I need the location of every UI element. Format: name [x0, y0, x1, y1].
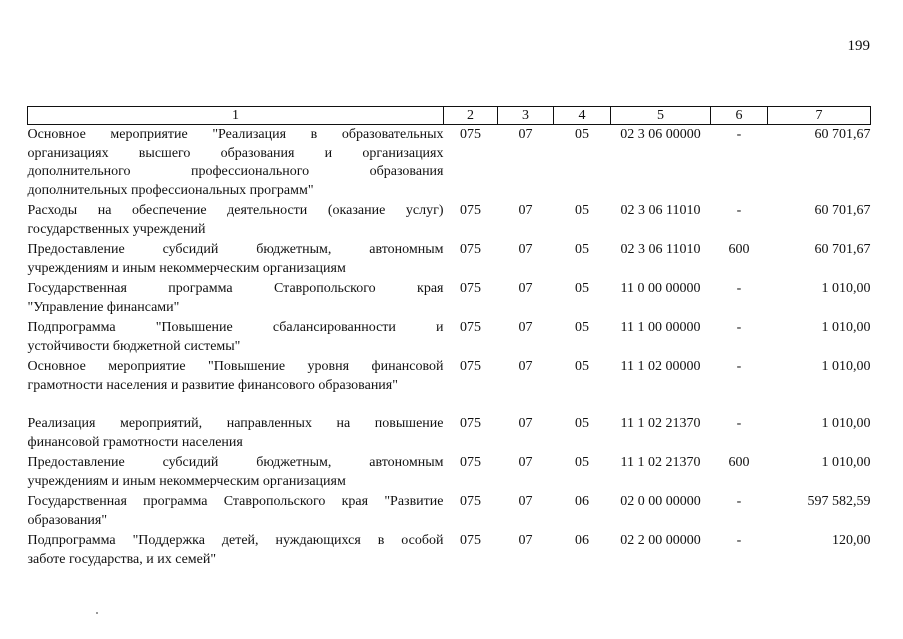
section-code-cell: 07 — [518, 455, 533, 470]
target-article-cell: 02 3 06 00000 — [620, 127, 701, 142]
column-header: 4 — [554, 107, 611, 125]
subsection-code-cell: 05 — [575, 416, 589, 431]
subsection-code-cell: 05 — [575, 127, 589, 142]
expense-type-cell: - — [736, 320, 742, 335]
section-code-cell: 07 — [518, 494, 533, 509]
budget-table — [27, 106, 871, 570]
section-code-cell: 07 — [518, 203, 533, 218]
item-name-line: "Управление финансами" — [27, 299, 180, 315]
table-row — [28, 414, 871, 453]
subsection-code-cell: 06 — [575, 533, 589, 548]
item-name-cell — [28, 279, 444, 318]
expense-type-cell: - — [736, 494, 742, 509]
section-code-cell: 07 — [518, 359, 533, 374]
ministry-code-cell: 075 — [460, 320, 481, 335]
section-code-cell: 07 — [518, 242, 533, 257]
item-name-cell — [28, 453, 444, 492]
ministry-code-cell: 075 — [460, 533, 481, 548]
table-row — [28, 531, 871, 570]
section-code-cell: 07 — [518, 127, 533, 142]
amount-cell: 60 701,67 — [814, 242, 871, 257]
item-name-line: Подпрограмма "Повышение сбалансированности и — [27, 320, 444, 335]
scan-speck — [96, 612, 98, 614]
amount-cell: 1 010,00 — [821, 281, 871, 296]
column-header: 6 — [711, 107, 768, 125]
amount-cell: 597 582,59 — [807, 494, 871, 509]
table-row — [28, 357, 871, 396]
target-article-cell: 11 1 02 21370 — [620, 416, 701, 431]
table-row — [28, 201, 871, 240]
item-name-cell — [28, 492, 444, 531]
item-name-line: Подпрограмма "Поддержка детей, нуждающихся в особой — [27, 533, 444, 548]
section-code-cell: 07 — [518, 533, 533, 548]
table-row — [28, 125, 871, 202]
section-code-cell: 07 — [518, 281, 533, 296]
subsection-code-cell: 06 — [575, 494, 589, 509]
expense-type-cell: 600 — [728, 242, 750, 257]
amount-cell: 1 010,00 — [821, 416, 871, 431]
table-row — [28, 453, 871, 492]
section-code-cell: 07 — [518, 416, 533, 431]
item-name-line: Предоставление субсидий бюджетным, автономным — [27, 455, 444, 470]
table-header-row — [28, 107, 871, 125]
item-name-cell — [28, 357, 444, 396]
ministry-code-cell: 075 — [460, 242, 481, 257]
item-name-cell — [28, 414, 444, 453]
ministry-code-cell: 075 — [460, 416, 481, 431]
amount-cell: 1 010,00 — [821, 455, 871, 470]
column-header: 5 — [611, 107, 711, 125]
item-name-line: Основное мероприятие "Реализация в образовательных — [27, 127, 444, 142]
item-name-cell — [28, 318, 444, 357]
table-row — [28, 279, 871, 318]
target-article-cell: 11 1 00 00000 — [620, 320, 701, 335]
item-name-line: устойчивости бюджетной системы" — [27, 338, 241, 354]
item-name-line: дополнительного профессионального образования — [27, 164, 444, 179]
expense-type-cell: - — [736, 533, 742, 548]
target-article-cell: 02 3 06 11010 — [620, 242, 701, 257]
amount-cell: 120,00 — [832, 533, 871, 548]
expense-type-cell: - — [736, 359, 742, 374]
item-name-cell — [28, 531, 444, 570]
amount-cell: 60 701,67 — [814, 203, 871, 218]
item-name-line: Расходы на обеспечение деятельности (оказание услуг) — [27, 203, 444, 218]
amount-cell: 1 010,00 — [821, 320, 871, 335]
item-name-cell — [28, 201, 444, 240]
ministry-code-cell: 075 — [460, 359, 481, 374]
table-row — [28, 492, 871, 531]
item-name-line: образования" — [27, 512, 108, 528]
target-article-cell: 02 3 06 11010 — [620, 203, 701, 218]
spacer-row — [28, 396, 871, 414]
item-name-line: грамотности населения и развитие финансового образования" — [27, 377, 398, 393]
column-header: 1 — [28, 107, 444, 125]
ministry-code-cell: 075 — [460, 455, 481, 470]
item-name-line: Государственная программа Ставропольского края — [27, 281, 444, 296]
item-name-line: Реализация мероприятий, направленных на повышение — [27, 416, 444, 431]
item-name-line: Основное мероприятие "Повышение уровня финансовой — [27, 359, 444, 374]
expense-type-cell: 600 — [728, 455, 750, 470]
item-name-line: учреждениям и иным некоммерческим организациям — [27, 260, 346, 276]
table-row — [28, 240, 871, 279]
expense-type-cell: - — [736, 281, 742, 296]
ministry-code-cell: 075 — [460, 127, 481, 142]
target-article-cell: 11 0 00 00000 — [620, 281, 701, 296]
item-name-line: государственных учреждений — [27, 221, 206, 237]
subsection-code-cell: 05 — [575, 320, 589, 335]
spacer-cell — [28, 396, 871, 414]
ministry-code-cell: 075 — [460, 494, 481, 509]
item-name-cell — [28, 240, 444, 279]
item-name-line: финансовой грамотности населения — [27, 434, 243, 450]
target-article-cell: 02 2 00 00000 — [620, 533, 701, 548]
subsection-code-cell: 05 — [575, 203, 589, 218]
item-name-line: Государственная программа Ставропольского края "Развитие — [27, 494, 444, 509]
expense-type-cell: - — [736, 416, 742, 431]
target-article-cell: 02 0 00 00000 — [620, 494, 701, 509]
ministry-code-cell: 075 — [460, 203, 481, 218]
expense-type-cell: - — [736, 127, 742, 142]
page-number: 199 — [847, 38, 870, 54]
subsection-code-cell: 05 — [575, 455, 589, 470]
item-name-line: организациях высшего образования и организациях — [27, 145, 444, 161]
target-article-cell: 11 1 02 21370 — [620, 455, 701, 470]
target-article-cell: 11 1 02 00000 — [620, 359, 701, 374]
section-code-cell: 07 — [518, 320, 533, 335]
ministry-code-cell: 075 — [460, 281, 481, 296]
expense-type-cell: - — [736, 203, 742, 218]
subsection-code-cell: 05 — [575, 281, 589, 296]
subsection-code-cell: 05 — [575, 242, 589, 257]
item-name-line: заботе государства, и их семей" — [27, 551, 217, 567]
amount-cell: 60 701,67 — [814, 127, 871, 142]
item-name-line: дополнительных профессиональных программ" — [27, 182, 314, 198]
item-name-cell — [28, 125, 444, 202]
subsection-code-cell: 05 — [575, 359, 589, 374]
table-row — [28, 318, 871, 357]
item-name-line: учреждениям и иным некоммерческим организациям — [27, 473, 346, 489]
column-header: 7 — [768, 107, 871, 125]
amount-cell: 1 010,00 — [821, 359, 871, 374]
item-name-line: Предоставление субсидий бюджетным, автономным — [27, 242, 444, 257]
column-header: 2 — [444, 107, 498, 125]
column-header: 3 — [498, 107, 554, 125]
